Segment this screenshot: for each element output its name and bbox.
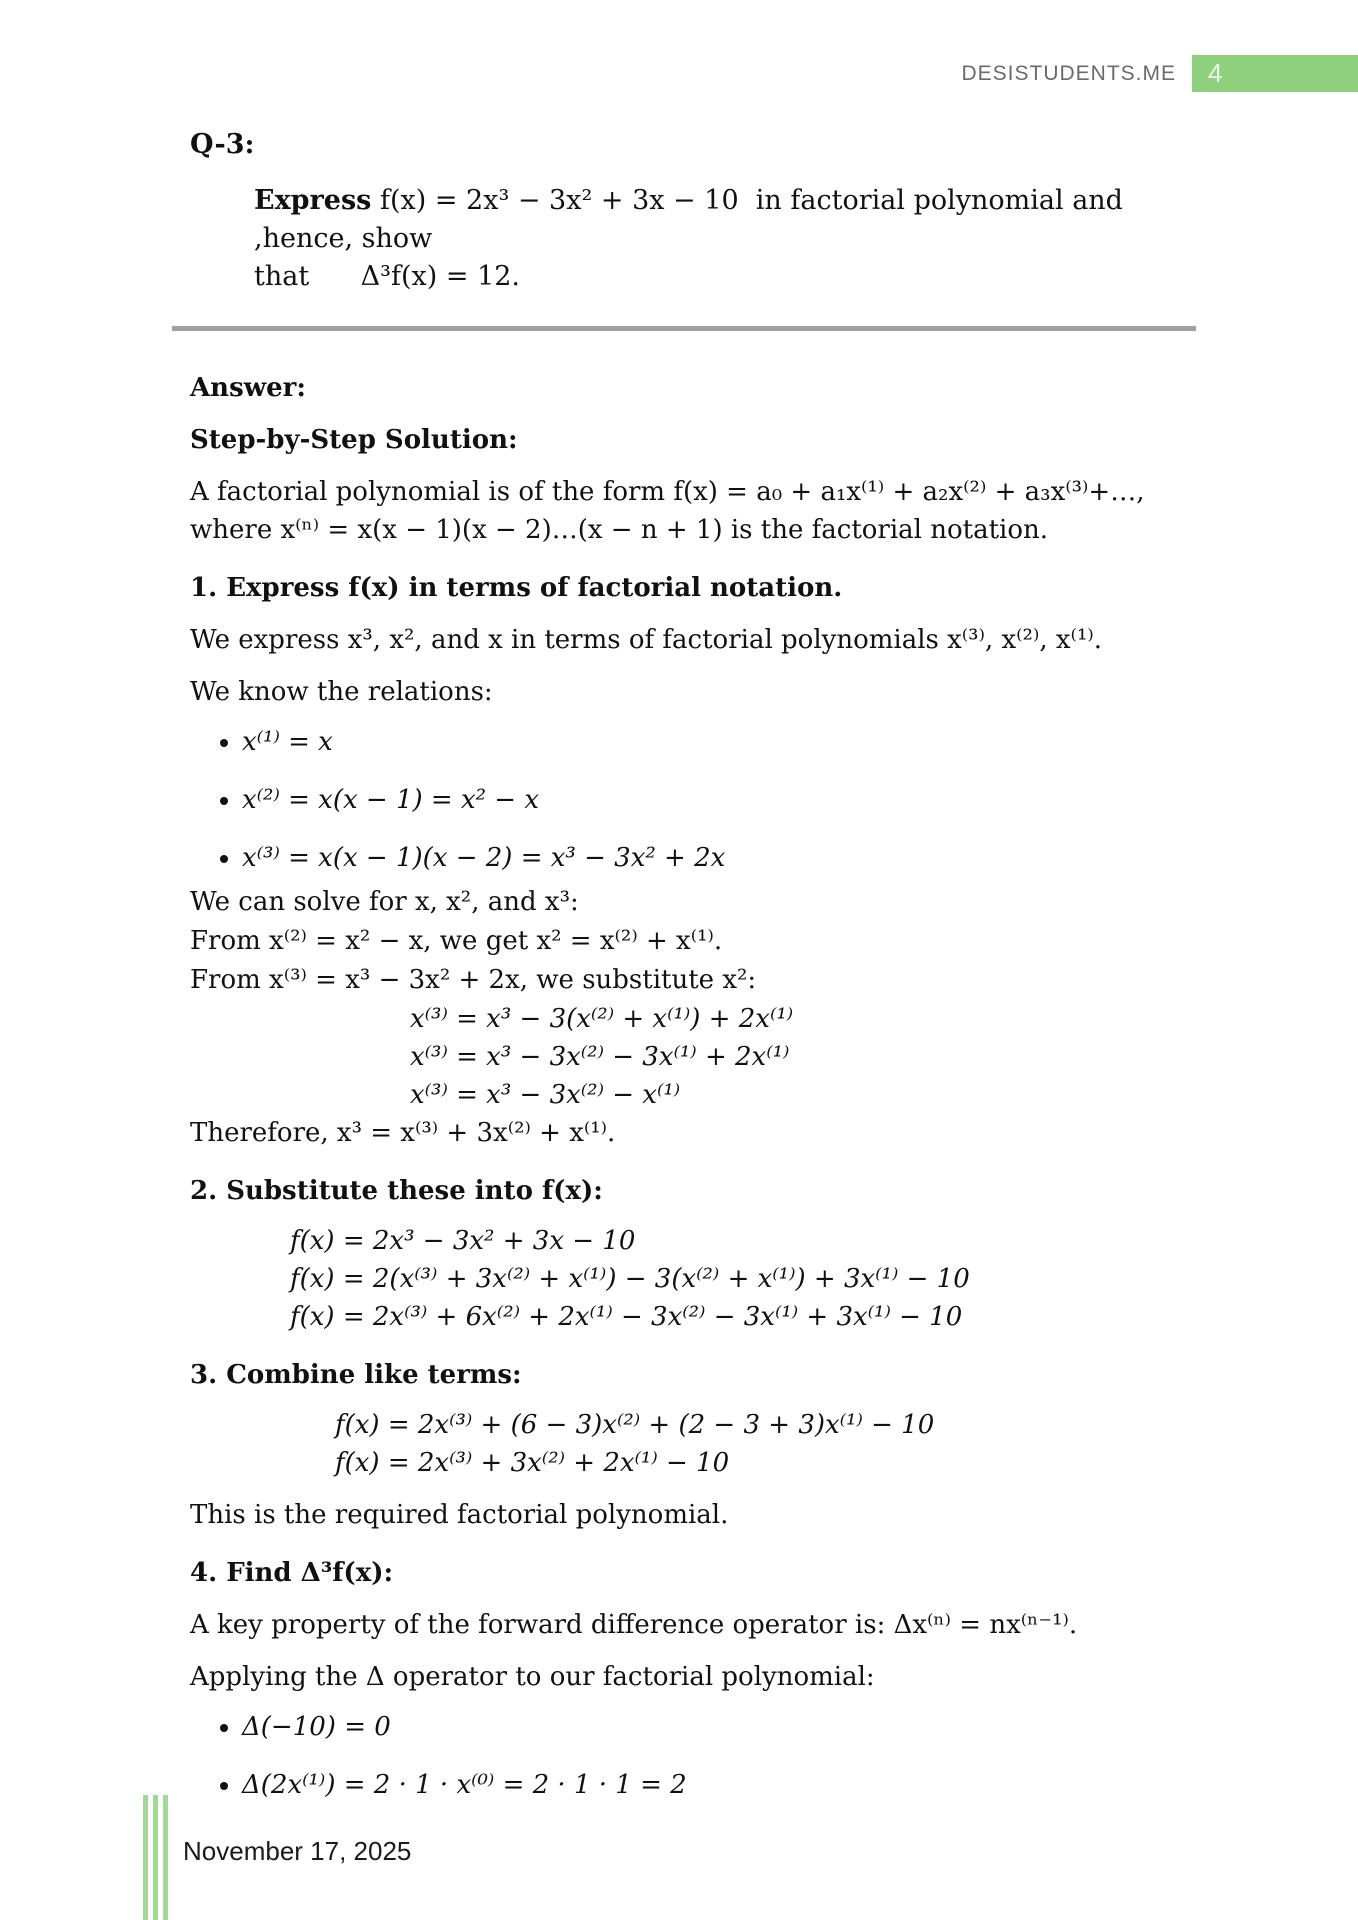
step3-heading: 3. Combine like terms: <box>190 1360 522 1390</box>
step3-conclusion: This is the required factorial polynomial. <box>190 1500 729 1530</box>
derivation-block <box>410 1000 1196 1114</box>
accent-bar <box>153 1795 158 1920</box>
step1-express-line: We express x³, x², and x in terms of factorial polynomials x⁽³⁾, x⁽²⁾, x⁽¹⁾. <box>190 625 1103 655</box>
site-name: DESISTUDENTS.ME <box>961 61 1176 85</box>
question-line1: f(x) = 2x³ − 3x² + 3x − 10 in factorial polynomial and ,hence, show <box>254 185 1132 254</box>
equation-line: f(x) = 2(x⁽³⁾ + 3x⁽²⁾ + x⁽¹⁾) − 3(x⁽²⁾ + x⁽¹⁾) + 3x⁽¹⁾ − 10 <box>290 1264 970 1294</box>
solve-line: From x⁽³⁾ = x³ − 3x² + 2x, we substitute x²: <box>190 965 757 995</box>
derivation-line: x⁽³⁾ = x³ − 3(x⁽²⁾ + x⁽¹⁾) + 2x⁽¹⁾ <box>410 1004 794 1034</box>
document-content <box>190 0 1196 1804</box>
page-number-badge: 4 <box>1192 55 1358 92</box>
step4-heading: 4. Find Δ³f(x): <box>190 1558 394 1588</box>
therefore-line: Therefore, x³ = x⁽³⁾ + 3x⁽²⁾ + x⁽¹⁾. <box>190 1118 616 1148</box>
relation-item: • x⁽³⁾ = x(x − 1)(x − 2) = x³ − 3x² + 2x <box>242 839 1196 877</box>
question-text <box>254 182 1196 296</box>
relations-list <box>190 723 1196 877</box>
relation-item: • x⁽¹⁾ = x <box>242 723 1196 761</box>
relation-item: • x⁽²⁾ = x(x − 1) = x² − x <box>242 781 1196 819</box>
equation-line: f(x) = 2x³ − 3x² + 3x − 10 <box>290 1226 636 1256</box>
equation-line: f(x) = 2x⁽³⁾ + 3x⁽²⁾ + 2x⁽¹⁾ − 10 <box>335 1448 730 1478</box>
solve-paragraph <box>190 883 1196 1000</box>
intro-paragraph: A factorial polynomial is of the form f(x) = a₀ + a₁x⁽¹⁾ + a₂x⁽²⁾ + a₃x⁽³⁾+…, where x⁽ⁿ⁾ = x(x − 1)(x − 2)…(x − n + 1) is the factorial notation. <box>190 477 1145 545</box>
step4-property-line: A key property of the forward difference operator is: Δx⁽ⁿ⁾ = nx⁽ⁿ⁻¹⁾. <box>190 1610 1078 1640</box>
step3-equations <box>335 1406 1196 1482</box>
equation-line: f(x) = 2x⁽³⁾ + 6x⁽²⁾ + 2x⁽¹⁾ − 3x⁽²⁾ − 3x⁽¹⁾ + 3x⁽¹⁾ − 10 <box>290 1302 963 1332</box>
derivation-line: x⁽³⁾ = x³ − 3x⁽²⁾ − x⁽¹⁾ <box>410 1080 681 1110</box>
step2-equations <box>290 1222 1196 1336</box>
question-line2: that Δ³f(x) = 12. <box>254 261 521 292</box>
step2-heading: 2. Substitute these into f(x): <box>190 1176 603 1206</box>
horizontal-rule <box>172 326 1196 331</box>
answer-label: Answer: <box>190 373 306 403</box>
accent-bar <box>163 1795 168 1920</box>
question-keyword: Express <box>254 185 372 216</box>
accent-bar <box>143 1795 148 1920</box>
question-label: Q-3: <box>190 129 255 160</box>
delta-item: • Δ(−10) = 0 <box>242 1708 1196 1746</box>
derivation-line: x⁽³⁾ = x³ − 3x⁽²⁾ − 3x⁽¹⁾ + 2x⁽¹⁾ <box>410 1042 790 1072</box>
equation-line: f(x) = 2x⁽³⁾ + (6 − 3)x⁽²⁾ + (2 − 3 + 3)x⁽¹⁾ − 10 <box>335 1410 935 1440</box>
delta-list <box>190 1708 1196 1804</box>
footer-date: November 17, 2025 <box>183 1836 412 1866</box>
footer-accent-bars <box>143 1795 173 1920</box>
solution-label: Step-by-Step Solution: <box>190 425 518 455</box>
delta-item: • Δ(2x⁽¹⁾) = 2 · 1 · x⁽⁰⁾ = 2 · 1 · 1 = 2 <box>242 1766 1196 1804</box>
step1-relations-intro: We know the relations: <box>190 677 493 707</box>
solve-line: From x⁽²⁾ = x² − x, we get x² = x⁽²⁾ + x⁽¹⁾. <box>190 926 723 956</box>
solve-line: We can solve for x, x², and x³: <box>190 887 579 917</box>
step4-applying-line: Applying the Δ operator to our factorial polynomial: <box>190 1662 875 1692</box>
step1-heading: 1. Express f(x) in terms of factorial notation. <box>190 573 843 603</box>
